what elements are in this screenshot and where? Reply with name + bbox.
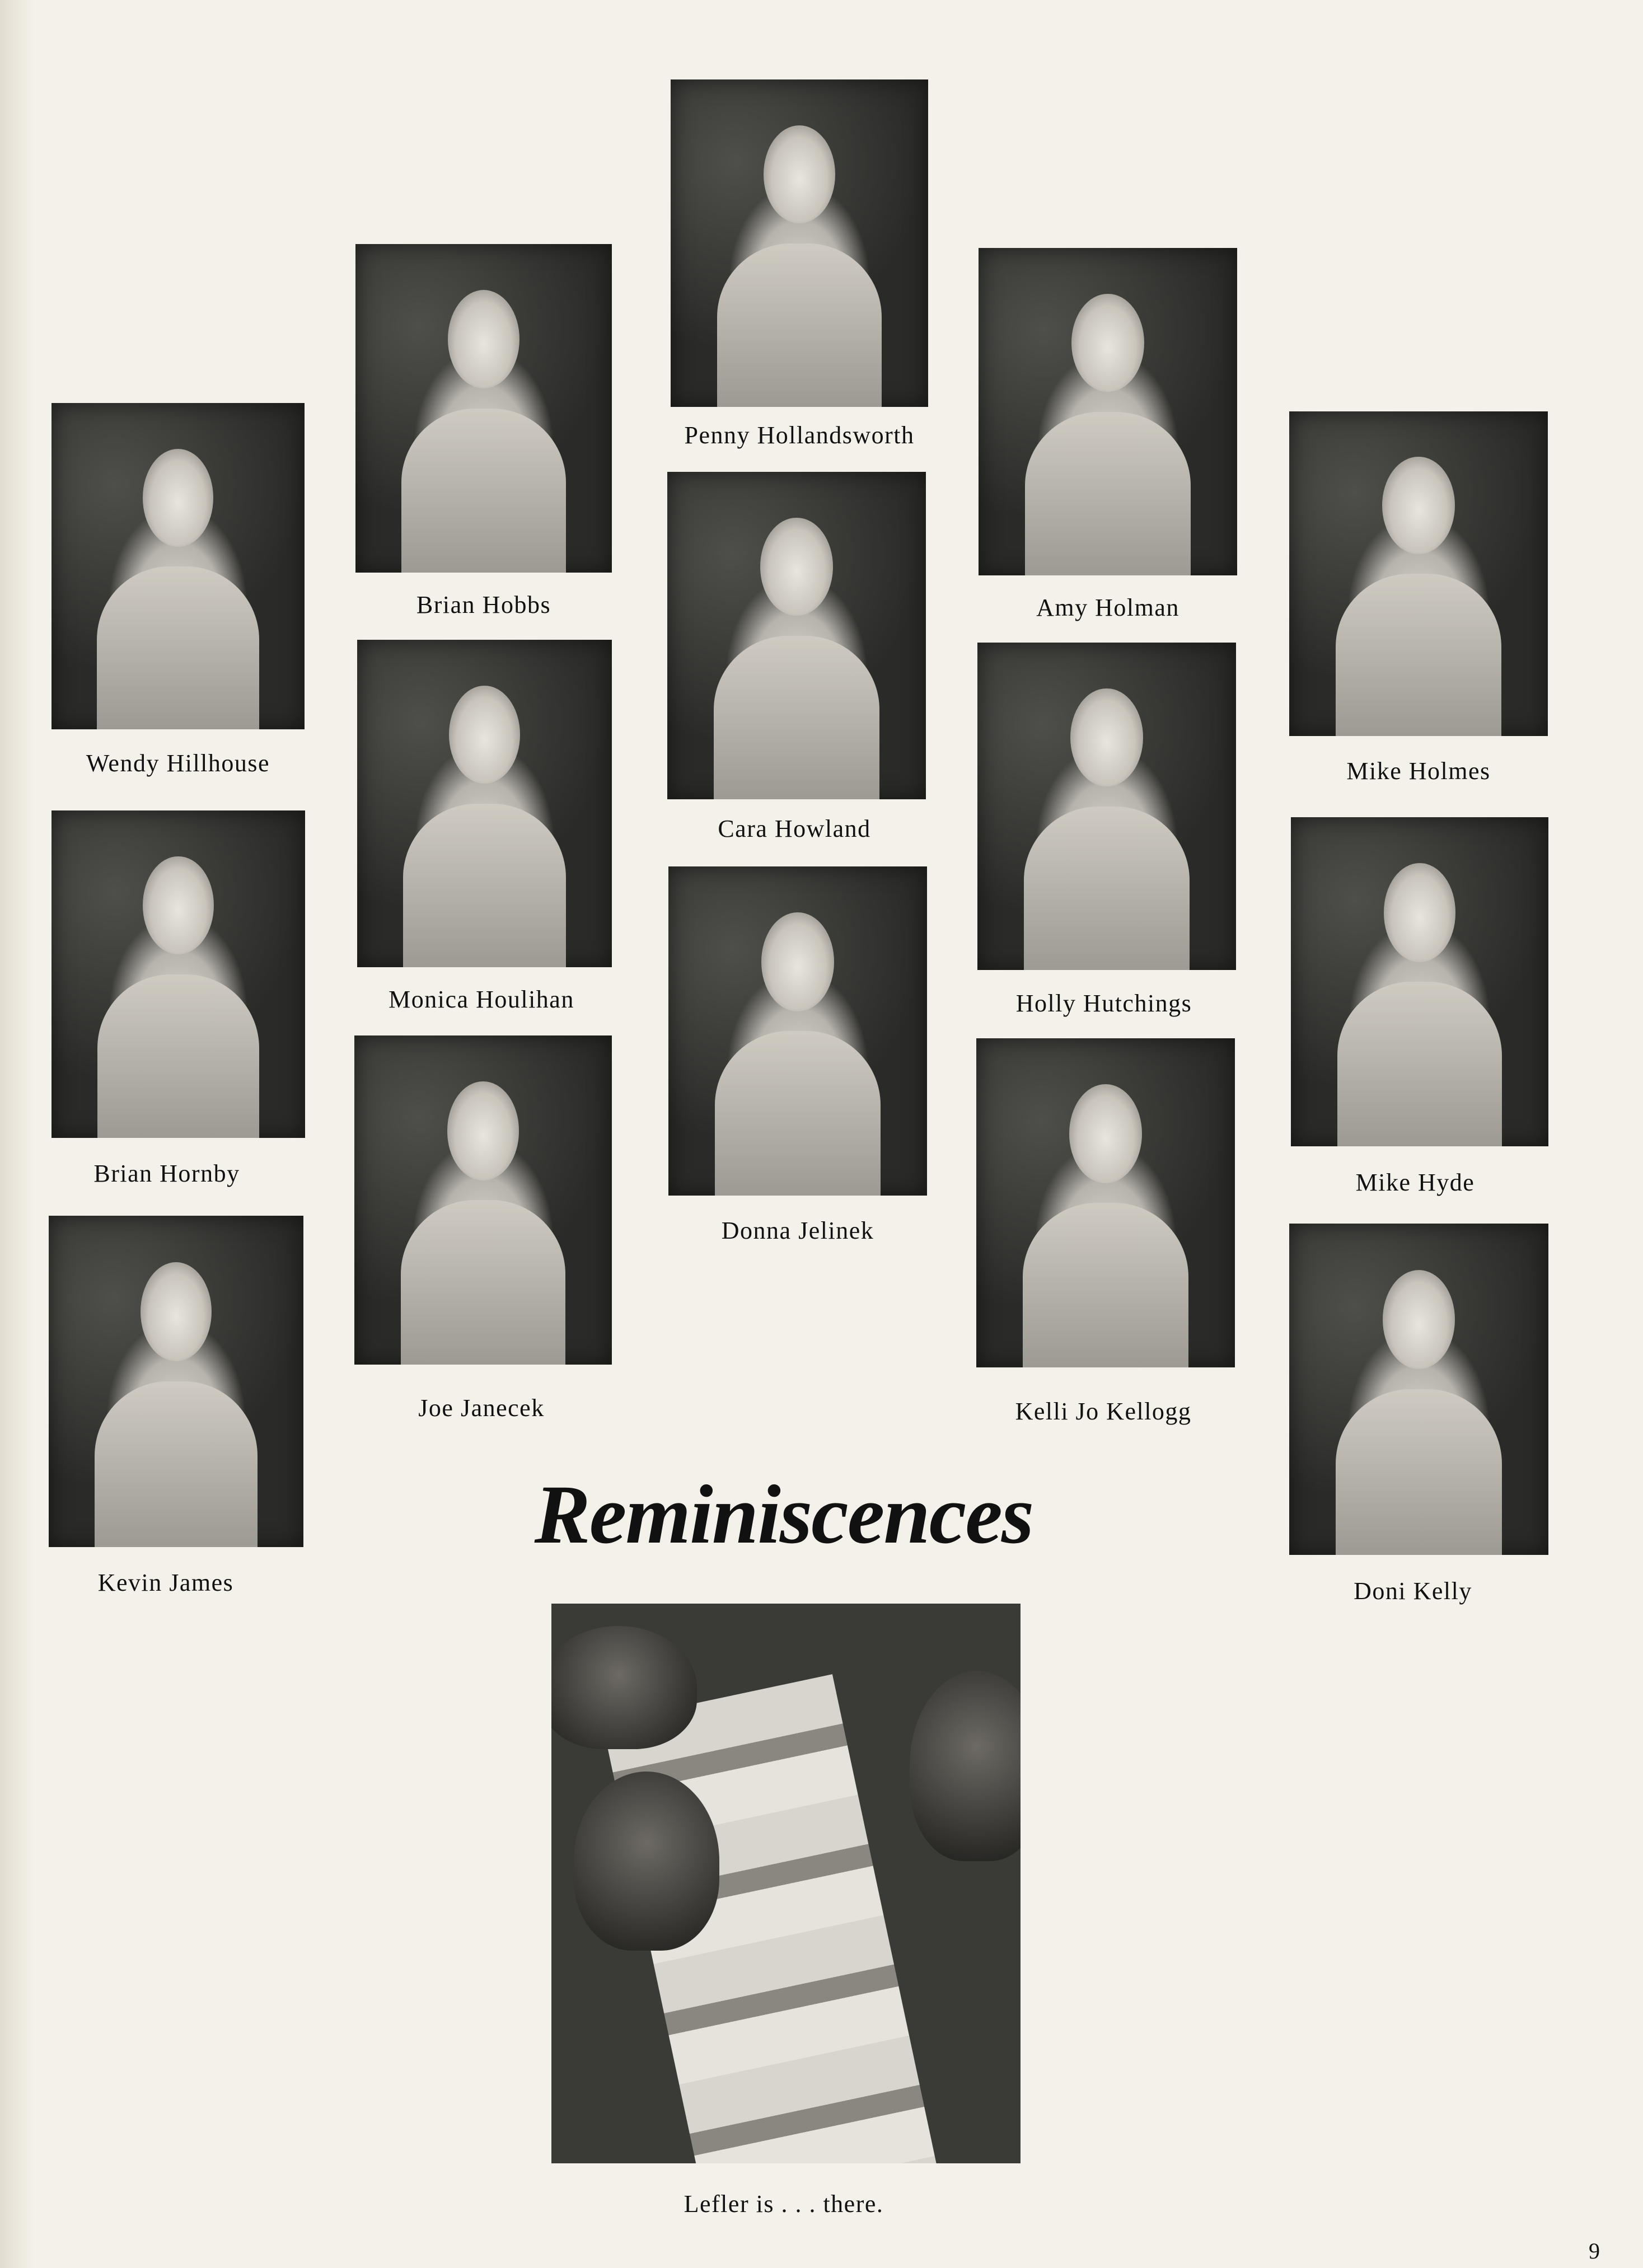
portrait-photo — [667, 472, 926, 799]
portrait-caption: Holly Hutchings — [1015, 990, 1192, 1017]
event-caption: Lefler is . . . there. — [684, 2190, 884, 2218]
portrait-photo — [668, 866, 927, 1196]
portrait-photo — [49, 1216, 303, 1547]
portrait-caption: Amy Holman — [1036, 594, 1179, 621]
portrait-photo — [977, 643, 1236, 970]
portrait-photo — [52, 403, 305, 729]
page-number: 9 — [1589, 2238, 1600, 2264]
portrait-caption: Monica Houlihan — [388, 986, 574, 1013]
portrait-caption: Kelli Jo Kellogg — [1015, 1398, 1192, 1425]
portrait-caption: Brian Hornby — [93, 1160, 240, 1187]
portrait-caption: Doni Kelly — [1354, 1577, 1472, 1605]
portrait-photo — [355, 244, 612, 573]
portrait-photo — [1289, 411, 1548, 736]
section-heading: Reminiscences — [534, 1468, 1033, 1561]
event-photo — [551, 1604, 1021, 2163]
portrait-caption: Kevin James — [97, 1569, 234, 1596]
portrait-caption: Wendy Hillhouse — [86, 749, 270, 777]
portrait-photo — [1289, 1224, 1548, 1555]
portrait-photo — [1291, 817, 1548, 1146]
portrait-photo — [976, 1038, 1235, 1367]
portrait-caption: Brian Hobbs — [416, 591, 551, 618]
portrait-photo — [357, 640, 612, 967]
portrait-photo — [354, 1035, 612, 1365]
portrait-photo — [671, 79, 928, 407]
portrait-photo — [52, 810, 305, 1138]
portrait-caption: Mike Holmes — [1346, 757, 1491, 785]
portrait-caption: Donna Jelinek — [721, 1217, 874, 1244]
portrait-caption: Penny Hollandsworth — [684, 421, 915, 449]
portrait-caption: Mike Hyde — [1355, 1169, 1475, 1196]
portrait-caption: Joe Janecek — [418, 1394, 545, 1422]
portrait-caption: Cara Howland — [718, 815, 871, 842]
page-binding-edge — [0, 0, 34, 2268]
portrait-photo — [979, 248, 1237, 575]
